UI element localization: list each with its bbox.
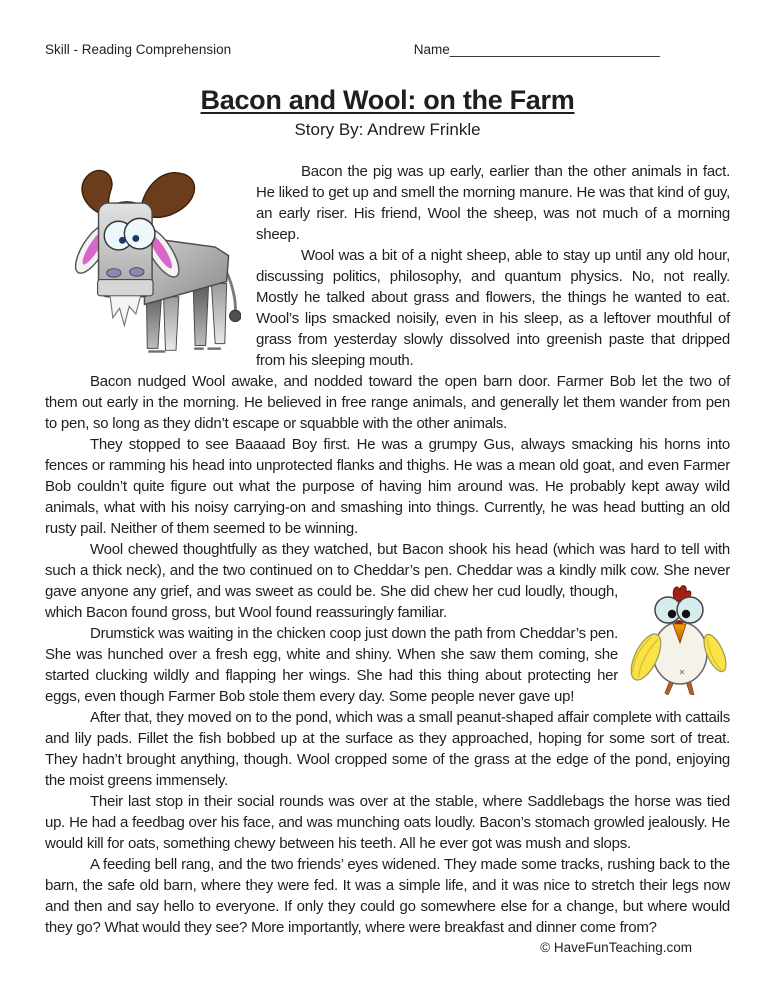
chicken-illustration [630, 583, 730, 695]
story-body [45, 161, 730, 938]
page-title: Bacon and Wool: on the Farm [200, 85, 575, 115]
name-label: Name [413, 42, 450, 57]
goat-illustration [45, 161, 241, 357]
story-paragraph-5-part2: anyone any grief, and was sweet as could be. She did chew her cud loudly, though, which Bacon found gross, but Wool found reassuringly familiar. [45, 583, 618, 621]
byline: Story By: Andrew Frinkle [294, 120, 481, 139]
story-paragraph-4: They stopped to see Baaaad Boy first. He was a grumpy Gus, always smacking his horns into fences or ramming his head into unprotected flanks and thighs. He was a mean old goat, and even Farmer Bob couldn’t quite figure out what the purpose of having him around was. He probably kept away wild animals, what with his noisy carrying-on and smashing into things. Currently, he was head butting an old rusty pail. Neither of them seemed to be winning. [45, 436, 730, 537]
name-field [414, 42, 660, 57]
story-paragraph-7: After that, they moved on to the pond, which was a small peanut-shaped affair complete with cattails and lily pads. Fillet the fish bobbed up at the surface as they approached, hoping for some sort of treat. They hadn’t brought anything, though. Wool cropped some of the grass at the edge of the pond, enjoying the moist greens immensely. [45, 709, 730, 789]
story-paragraph-3: Bacon nudged Wool awake, and nodded toward the open barn door. Farmer Bob let the two of them out early in the morning. He believed in free range animals, and generally let them wander from pen to pen, so long as they didn’t escape or squabble with the other animals. [45, 373, 730, 432]
name-blank-line: ____________________________ [449, 42, 660, 57]
story-paragraph-6: Drumstick was waiting in the chicken coop just down the path from Cheddar’s pen. She was hunched over a fresh egg, white and shiny. When she saw them coming, she started clucking wildly and flapping her wings. She had this thing about protecting her eggs, even though Farmer Bob stole them every day. Some people never gave up! [45, 625, 618, 705]
page-header [45, 42, 730, 57]
story-paragraph-1: Bacon the pig was up early, earlier than the other animals in fact. He liked to get up and smell the morning manure. He was that kind of guy, an early riser. His friend, Wool the sheep, was not much of a morning sheep. [256, 163, 730, 243]
goat-icon [45, 161, 241, 357]
chicken-icon [630, 583, 730, 695]
story-paragraph-5 [45, 539, 730, 623]
story-paragraph-8: Their last stop in their social rounds was over at the stable, where Saddlebags the horse was tied up. He had a feedbag over his face, and was munching oats loudly. Bacon’s stomach growled jealously. He would kill for oats, something chewy between his teeth. All he ever got was mush and slops. [45, 793, 730, 852]
story-paragraph-2: Wool was a bit of a night sheep, able to stay up until any old hour, discussing politics, philosophy, and quantum physics. No, not really. Mostly he talked about grass and flowers, the things he wanted to eat. Wool’s lips smacked noisily, even in his sleep, as a leftover mouthful of grass from yesterday slowly dissolved into greenish paste that dripped from his sleeping mouth. [256, 247, 730, 369]
story-paragraph-9: A feeding bell rang, and the two friends’ eyes widened. They made some tracks, rushing back to the barn, the safe old barn, where they were fed. It was a simple life, and it was nice to stretch their legs now and then and say hello to everyone. If only they could go somewhere else for a change, but where would they go? What would they see? More importantly, where were breakfast and dinner come from? [45, 856, 730, 936]
story-paragraph-5-part1: Wool chewed thoughtfully as they watched, but Bacon shook his head (which was hard to tell with such a thick neck), and the two continued on to Cheddar’s pen. Cheddar was a kindly milk cow. She never gave [45, 541, 730, 600]
copyright: © HaveFunTeaching.com [540, 940, 692, 955]
skill-label: Skill - Reading Comprehension [45, 42, 232, 57]
